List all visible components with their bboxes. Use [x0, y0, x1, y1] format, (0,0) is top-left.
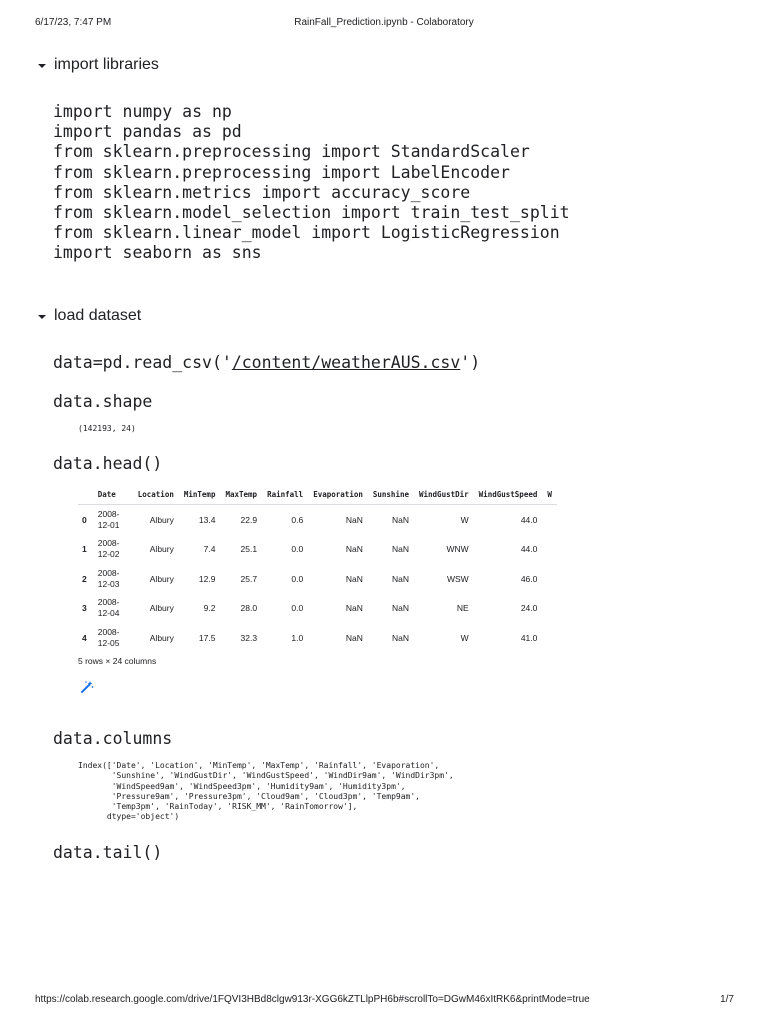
- table-cell: 44.0: [520, 544, 538, 555]
- table-cell-overflow: [542, 505, 557, 535]
- table-cell: 1.0: [291, 632, 304, 643]
- table-row-index: 4: [82, 632, 87, 643]
- section-header-import-libraries[interactable]: [38, 56, 159, 74]
- table-column-header: W: [542, 485, 557, 505]
- dataframe-shape-info: 5 rows × 24 columns: [78, 656, 157, 666]
- code-cell-shape[interactable]: data.shape: [53, 392, 153, 411]
- table-column-header: MaxTemp: [220, 485, 262, 505]
- table-cell-overflow: [542, 623, 557, 653]
- table-cell: NaN: [345, 514, 363, 525]
- table-cell-date: 2008-12-01: [97, 508, 120, 530]
- code-cell-read-csv[interactable]: [53, 353, 480, 373]
- table-row: [78, 623, 557, 653]
- table-cell: 25.1: [240, 544, 258, 555]
- code-cell-head[interactable]: data.head(): [53, 454, 163, 473]
- table-cell: 44.0: [520, 514, 538, 525]
- output-shape: (142193, 24): [78, 424, 136, 433]
- table-cell-date: 2008-12-03: [97, 567, 120, 589]
- table-row: [78, 535, 557, 565]
- table-cell: Albury: [149, 544, 174, 555]
- table-cell: 0.6: [291, 514, 304, 525]
- table-row: [78, 564, 557, 594]
- page-url: https://colab.research.google.com/drive/1FQVI3HBd8clgw913r-XGG6kZTLlpPH6b#scrollTo=DGwM46xItRK6&printMode=true: [35, 994, 590, 1005]
- table-column-header: Rainfall: [262, 485, 308, 505]
- table-column-header: WindGustDir: [414, 485, 474, 505]
- table-cell: NaN: [345, 603, 363, 614]
- code-text: data=pd.read_csv(': [53, 353, 232, 372]
- table-row-index: 0: [82, 514, 87, 525]
- table-cell: 7.4: [203, 544, 216, 555]
- table-cell: W: [460, 632, 469, 643]
- table-cell: 0.0: [291, 544, 304, 555]
- table-cell: W: [460, 514, 469, 525]
- table-cell: WNW: [446, 544, 469, 555]
- table-cell: NaN: [391, 573, 409, 584]
- output-columns: Index(['Date', 'Location', 'MinTemp', 'MaxTemp', 'Rainfall', 'Evaporation', 'Sunshine', 'WindGustDir', 'WindGustSpeed', 'WindDir9am', 'WindDir3pm', 'WindSpeed9am', 'WindSpeed3pm', 'Humidity9am', 'Humidity3pm', 'Pressure9am', 'Pressure3pm', 'Cloud9am', 'Cloud3pm', 'Temp9am', 'Temp3pm', 'RainToday', 'RISK_MM', 'RainTomorrow'], dtype='object'): [78, 761, 454, 822]
- section-title: import libraries: [54, 56, 159, 73]
- table-cell: 9.2: [203, 603, 216, 614]
- dataframe-table-wrapper[interactable]: [78, 485, 568, 653]
- table-cell: 25.7: [240, 573, 258, 584]
- dataframe-head-table: [78, 485, 557, 653]
- section-title: load dataset: [54, 307, 142, 324]
- code-text: '): [460, 353, 481, 372]
- table-cell-date: 2008-12-02: [97, 538, 120, 560]
- table-row: [78, 594, 557, 624]
- table-cell: 12.9: [198, 573, 216, 584]
- table-cell: NaN: [345, 632, 363, 643]
- table-cell: Albury: [149, 573, 174, 584]
- code-cell-imports[interactable]: import numpy as np import pandas as pd from sklearn.preprocessing import StandardScaler from sklearn.preprocessing import LabelEncoder from sklearn.metrics import accuracy_score from sklearn.model_selection import train_test_split from sklearn.linear_model import LogisticRegression import seaborn as sns: [53, 102, 570, 263]
- table-cell-date: 2008-12-04: [97, 597, 120, 619]
- page-number: 1/7: [720, 994, 734, 1005]
- table-cell: NaN: [391, 544, 409, 555]
- csv-path-link[interactable]: /content/weatherAUS.csv: [231, 353, 461, 372]
- table-column-header: Sunshine: [368, 485, 414, 505]
- magic-wand-icon[interactable]: [80, 680, 94, 699]
- table-cell: NE: [456, 603, 469, 614]
- table-cell: 24.0: [520, 603, 538, 614]
- table-cell: 0.0: [291, 573, 304, 584]
- document-title: RainFall_Prediction.ipynb - Colaboratory: [294, 17, 474, 28]
- table-cell: NaN: [391, 632, 409, 643]
- table-cell: Albury: [149, 603, 174, 614]
- table-cell: WSW: [446, 573, 469, 584]
- table-cell-date: 2008-12-05: [97, 626, 120, 648]
- table-row: [78, 505, 557, 535]
- table-cell: 0.0: [291, 603, 304, 614]
- caret-down-icon[interactable]: [38, 315, 46, 319]
- table-cell-overflow: [542, 535, 557, 565]
- code-cell-columns[interactable]: data.columns: [53, 729, 173, 748]
- table-cell: 46.0: [520, 573, 538, 584]
- table-cell: 32.3: [240, 632, 258, 643]
- table-column-header: Evaporation: [308, 485, 368, 505]
- table-cell: NaN: [345, 544, 363, 555]
- table-cell: 13.4: [198, 514, 216, 525]
- table-header-row: [78, 485, 557, 505]
- table-row-index: 3: [82, 603, 87, 614]
- print-datetime: 6/17/23, 7:47 PM: [35, 17, 112, 28]
- table-cell: NaN: [391, 514, 409, 525]
- table-row-index: 1: [82, 544, 87, 555]
- table-row-index: 2: [82, 573, 87, 584]
- table-cell: 17.5: [198, 632, 216, 643]
- table-column-header: Date: [93, 485, 133, 505]
- table-cell: 22.9: [240, 514, 258, 525]
- table-column-header: MinTemp: [179, 485, 221, 505]
- table-cell: 41.0: [520, 632, 538, 643]
- section-header-load-dataset[interactable]: [38, 307, 141, 325]
- table-cell: Albury: [149, 632, 174, 643]
- code-cell-tail[interactable]: data.tail(): [53, 843, 163, 862]
- table-cell-overflow: [542, 594, 557, 624]
- caret-down-icon[interactable]: [38, 64, 46, 68]
- table-cell-overflow: [542, 564, 557, 594]
- table-cell: 28.0: [240, 603, 258, 614]
- table-cell: NaN: [391, 603, 409, 614]
- table-cell: Albury: [149, 514, 174, 525]
- table-column-header: WindGustSpeed: [474, 485, 543, 505]
- table-column-header: Location: [133, 485, 179, 505]
- table-index-header: [78, 485, 93, 505]
- table-cell: NaN: [345, 573, 363, 584]
